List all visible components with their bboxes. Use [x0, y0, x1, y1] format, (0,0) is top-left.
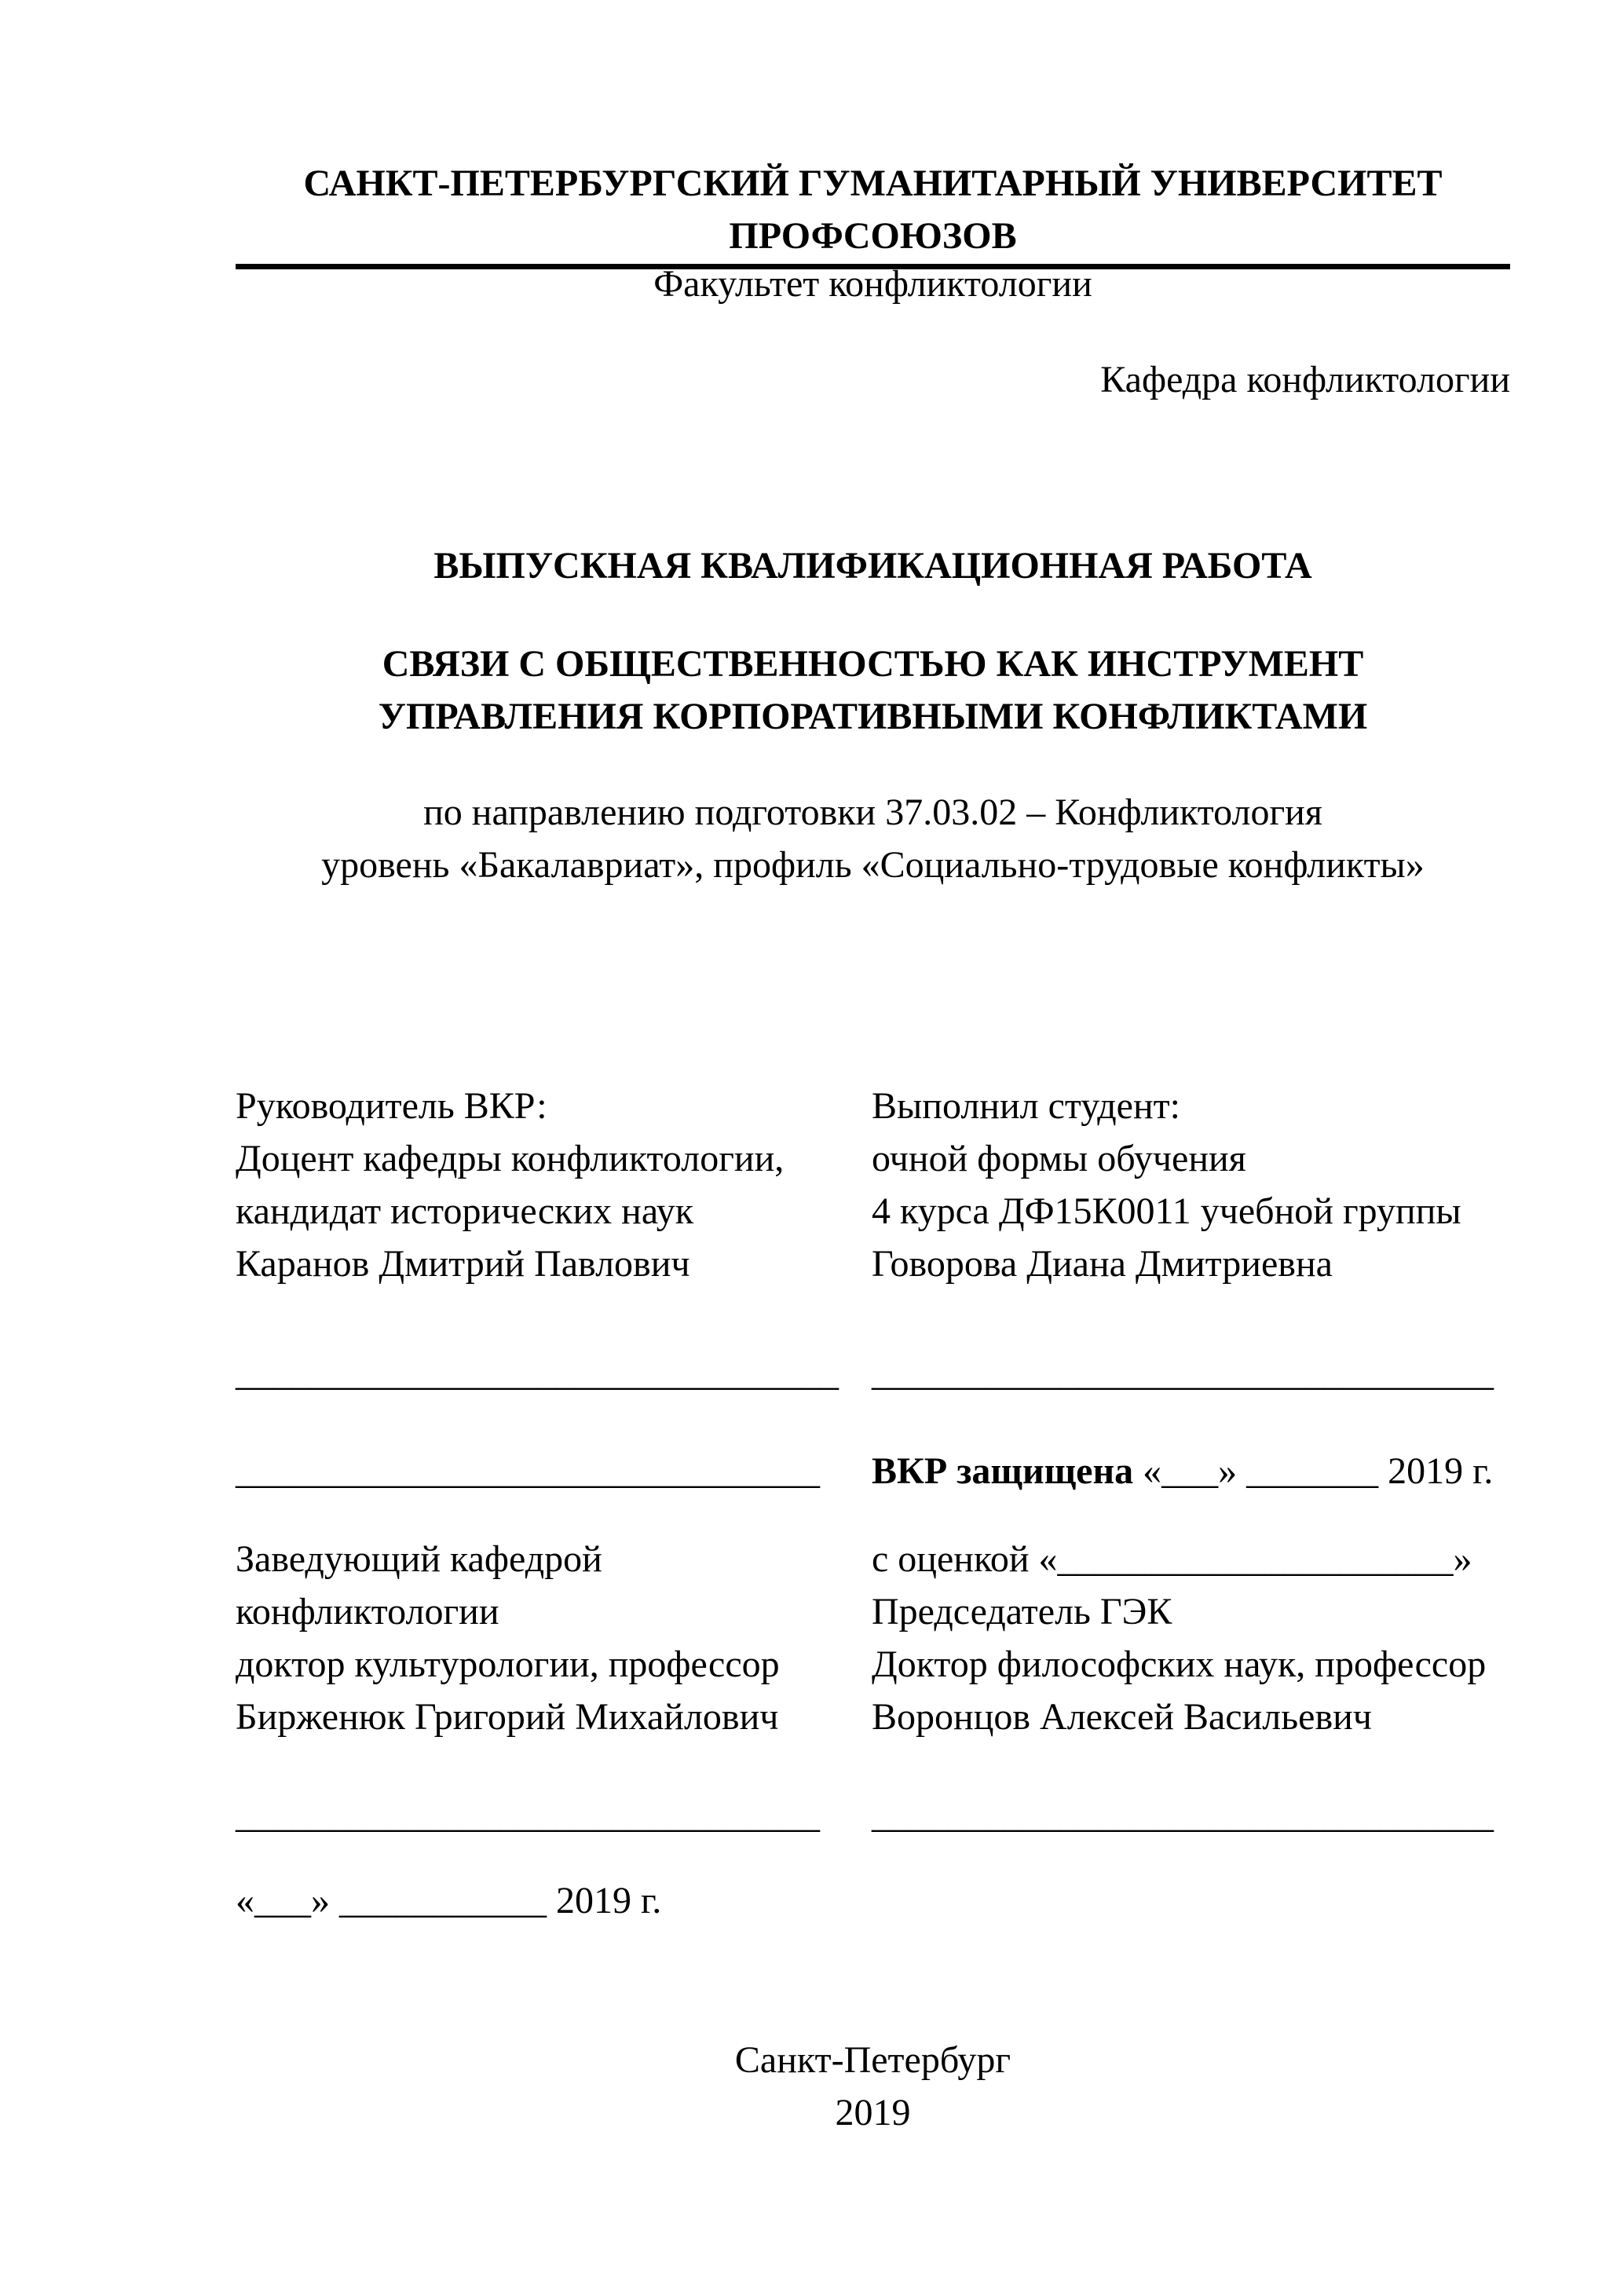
thesis-title-line2: УПРАВЛЕНИЯ КОРПОРАТИВНЫМИ КОНФЛИКТАМИ	[378, 696, 1368, 737]
footer	[236, 2034, 1510, 2139]
student-group: 4 курса ДФ15К0011 учебной группы	[872, 1190, 1461, 1232]
supervisor-approval-signature-line: _______________________________	[236, 1450, 820, 1492]
head-position-line2: конфликтологии	[236, 1591, 499, 1632]
department-name: Кафедра конфликтологии	[1100, 359, 1510, 400]
date-row	[236, 1874, 1510, 1927]
university-name-line1: САНКТ-ПЕТЕРБУРГСКИЙ ГУМАНИТАРНЫЙ УНИВЕРСИТЕТ	[303, 163, 1443, 204]
grade-blank-line: с оценкой «_____________________»	[872, 1538, 1472, 1580]
defense-status-line	[872, 1445, 1510, 1497]
supervisor-signature-line: ________________________________	[236, 1352, 839, 1394]
supervisor-name: Каранов Дмитрий Павлович	[236, 1243, 690, 1285]
student-study-form: очной формы обучения	[872, 1138, 1246, 1179]
head-degree: доктор культурологии, профессор	[236, 1643, 780, 1685]
chairman-title: Председатель ГЭК	[872, 1591, 1172, 1632]
chairman-signature-line: _________________________________	[872, 1794, 1494, 1836]
department-head-block	[236, 1533, 872, 1743]
defended-label: ВКР защищена	[872, 1450, 1134, 1492]
empty-cell	[872, 1874, 1510, 1927]
faculty-name: Факультет конфликтологии	[653, 263, 1092, 305]
chairman-name: Воронцов Алексей Васильевич	[872, 1696, 1372, 1738]
thesis-title-line1: СВЯЗИ С ОБЩЕСТВЕННОСТЬЮ КАК ИНСТРУМЕНТ	[382, 643, 1364, 685]
head-date-blank-line: «___» ___________ 2019 г.	[236, 1880, 662, 1921]
gek-chairman-block	[872, 1533, 1510, 1743]
university-name	[236, 157, 1510, 262]
head-name: Бирженюк Григорий Михайлович	[236, 1696, 779, 1738]
university-name-line2: ПРОФСОЮЗОВ	[729, 215, 1017, 257]
signature-row-2	[236, 1789, 1510, 1841]
supervisor-role-label: Руководитель ВКР:	[236, 1085, 547, 1127]
head-signature-line: _______________________________	[236, 1794, 820, 1836]
thesis-title	[236, 638, 1510, 743]
student-block	[872, 1080, 1510, 1290]
signature-row-1	[236, 1347, 1510, 1399]
student-role-label: Выполнил студент:	[872, 1085, 1180, 1127]
supervisor-degree: кандидат исторических наук	[236, 1190, 694, 1232]
defended-date-blank: «___» _______ 2019 г.	[1143, 1450, 1494, 1492]
chairman-degree: Доктор философских наук, профессор	[872, 1643, 1487, 1685]
signatories-row-2	[236, 1533, 1510, 1743]
degree-level-profile: уровень «Бакалавриат», профиль «Социально-трудовые конфликты»	[321, 844, 1425, 886]
footer-year: 2019	[835, 2092, 911, 2133]
signatories-row-1	[236, 1080, 1510, 1290]
supervisor-position: Доцент кафедры конфликтологии,	[236, 1138, 785, 1179]
program-direction: по направлению подготовки 37.03.02 – Конфликтология	[423, 792, 1322, 833]
program-block	[236, 786, 1510, 891]
student-signature-line: _________________________________	[872, 1352, 1494, 1394]
footer-city: Санкт-Петербург	[734, 2039, 1011, 2081]
defense-status-row	[236, 1445, 1510, 1497]
student-name: Говорова Диана Дмитриевна	[872, 1243, 1333, 1285]
work-type-heading: ВЫПУСКНАЯ КВАЛИФИКАЦИОННАЯ РАБОТА	[433, 545, 1312, 587]
supervisor-block	[236, 1080, 872, 1290]
head-position-line1: Заведующий кафедрой	[236, 1538, 602, 1580]
